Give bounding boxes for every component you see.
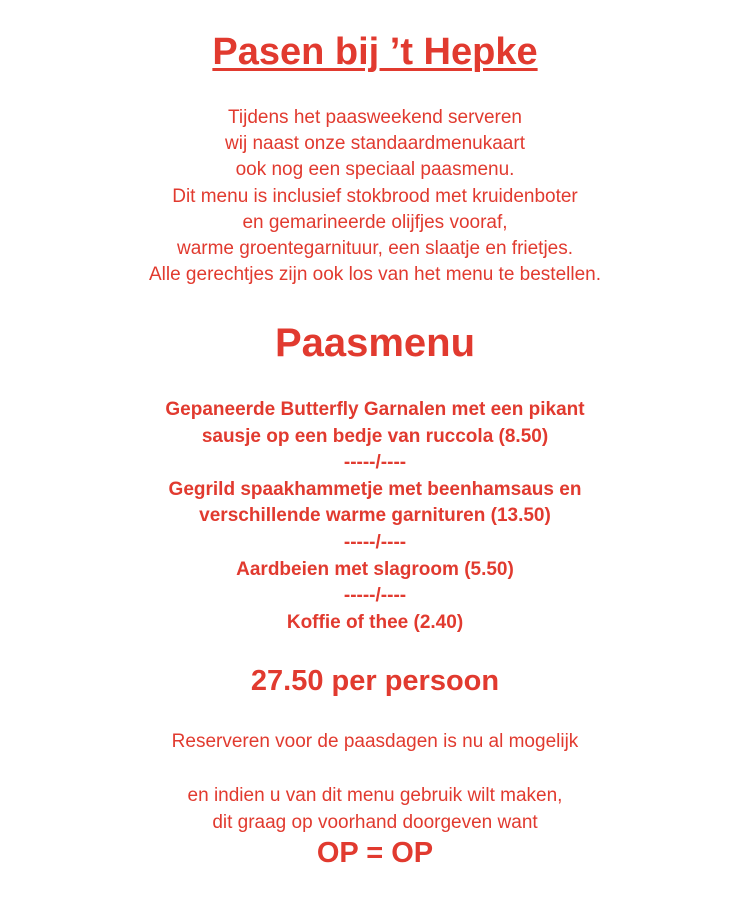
reservation-note: Reserveren voor de paasdagen is nu al mogelijk [171, 731, 579, 752]
advance-notice [0, 782, 750, 836]
course-separator: -----/---- [343, 585, 407, 607]
course-line: verschillende warme garnituren (13.50) [199, 505, 551, 527]
menu-price: 27.50 per persoon [250, 665, 500, 697]
intro-line: Dit menu is inclusief stokbrood met kruidenboter [172, 185, 578, 207]
intro-line: Tijdens het paasweekend serveren [228, 107, 522, 128]
course-line: Gepaneerde Butterfly Garnalen met een pikant [165, 399, 585, 420]
course-line: Aardbeien met slagroom (5.50) [236, 558, 514, 580]
notice-line: dit graag op voorhand doorgeven want [212, 812, 538, 833]
intro-line: Alle gerechtjes zijn ook los van het menu te bestellen. [148, 264, 602, 286]
course-line: Koffie of thee (2.40) [286, 611, 464, 633]
course-list [0, 397, 750, 636]
intro-text [0, 105, 750, 288]
intro-line: wij naast onze standaardmenukaart [225, 133, 525, 155]
course-separator: -----/---- [343, 531, 407, 553]
intro-line: warme groentegarnituur, een slaatje en frietjes. [176, 238, 574, 260]
intro-line: ook nog een speciaal paasmenu. [235, 159, 515, 181]
course-line: Gegrild spaakhammetje met beenhamsaus en [168, 478, 582, 500]
op-is-op-slogan: OP = OP [316, 837, 434, 869]
intro-line: en gemarineerde olijfjes vooraf, [242, 211, 508, 233]
menu-heading: Paasmenu [274, 321, 476, 365]
course-separator: -----/---- [343, 452, 407, 474]
course-line: sausje op een bedje van ruccola (8.50) [201, 425, 549, 447]
notice-line: en indien u van dit menu gebruik wilt maken, [187, 785, 563, 806]
page-title: Pasen bij ’t Hepke [212, 31, 538, 73]
